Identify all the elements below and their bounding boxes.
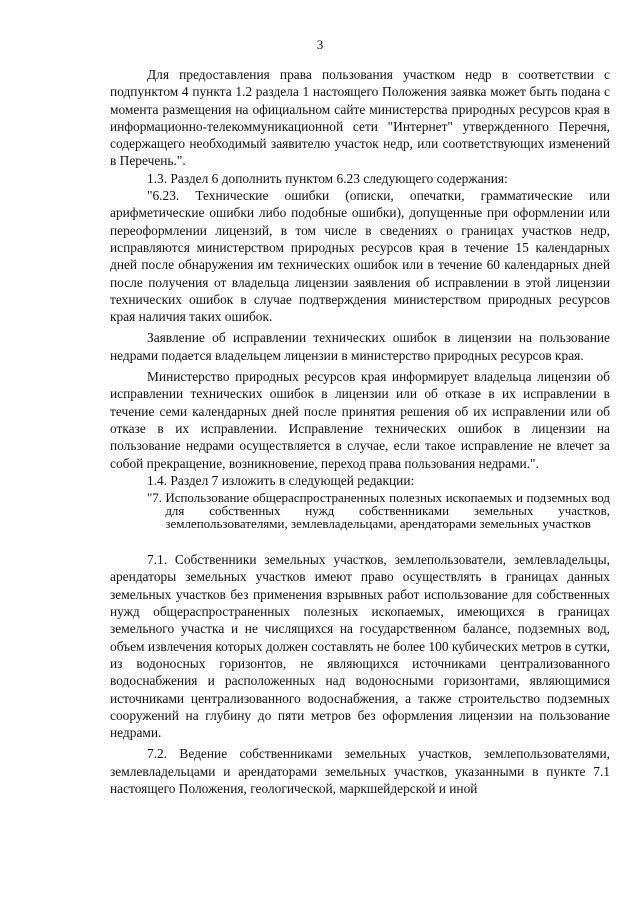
paragraph: Заявление об исправлении технических ошибок в лицензии на пользование недрами подается владельцем лицензии в министерство природных ресурсов края. bbox=[110, 330, 610, 363]
paragraph: 7.2. Ведение собственниками земельных участков, землепользователями, землевладельцами и арендаторами земельных участков, указанными в пункте 7.1 настоящего Положения, геологической, маркшейдерской и иной bbox=[110, 746, 610, 796]
section-title: Использование общераспространенных полезных ископаемых и подземных вод для собственных нужд собственниками земельных участков, землепользователями, землевладельцами, арендаторами земельных участков bbox=[165, 490, 610, 532]
paragraph: Для предоставления права пользования участком недр в соответствии с подпунктом 4 пункта 1.2 раздела 1 настоящего Положения заявка может быть подана с момента размещения на официальном сайте министерства природных ресурсов края в информационно-телекоммуникационной сети "Интернет" утвержденного Перечня, содержащего необходимый заявителю участок недр, или соответствующих изменений в Перечень.". bbox=[110, 67, 610, 169]
paragraph: "6.23. Технические ошибки (описки, опечатки, грамматические или арифметические ошибки либо подобные ошибки), допущенные при оформлении или переоформлении лицензий, в том числе в сведениях о границах участков недр, исправляются министерством природных ресурсов края в течение 15 календарных дней после обнаружения им технических ошибок или в течение 60 календарных дней после получения от владельца лицензии заявления об исправлении в этой лицензии технических ошибок в случае подтверждения министерством природных ресурсов края наличия таких ошибок. bbox=[110, 188, 610, 325]
paragraph: 1.3. Раздел 6 дополнить пунктом 6.23 следующего содержания: bbox=[147, 170, 508, 186]
section-heading bbox=[110, 491, 610, 530]
paragraph: 7.1. Собственники земельных участков, землепользователи, землевладельцы, арендаторы земельных участков имеют право осуществлять в границах данных земельных участков без применения взрывных работ использование для собственных нужд общераспространенных полезных ископаемых, имеющихся в границах земельного участка и не числящихся на государственном балансе, подземных вод, объем извлечения которых должен составлять не более 100 кубических метров в сутки, из водоносных горизонтов, не являющихся источниками централизованного водоснабжения и расположенных над водоносными горизонтами, являющимися источниками централизованного водоснабжения, а также строительство подземных сооружений на глубину до пяти метров без оформления лицензии на пользование недрами. bbox=[110, 552, 610, 741]
page-number: 3 bbox=[316, 37, 324, 52]
paragraph: Министерство природных ресурсов края информирует владельца лицензии об исправлении технических ошибок в лицензии или об отказе в их исправлении в течение семи календарных дней после принятия решения об их исправлении или об отказе в их исправлении. Исправление технических ошибок в лицензии на пользование недрами осуществляется в случае, если такое исправление не влечет за собой прекращение, возникновение, переход права пользования недрами.". bbox=[110, 369, 610, 471]
paragraph: 1.4. Раздел 7 изложить в следующей редакции: bbox=[147, 472, 415, 488]
document-body bbox=[110, 66, 610, 797]
section-number: "7. bbox=[147, 490, 166, 506]
